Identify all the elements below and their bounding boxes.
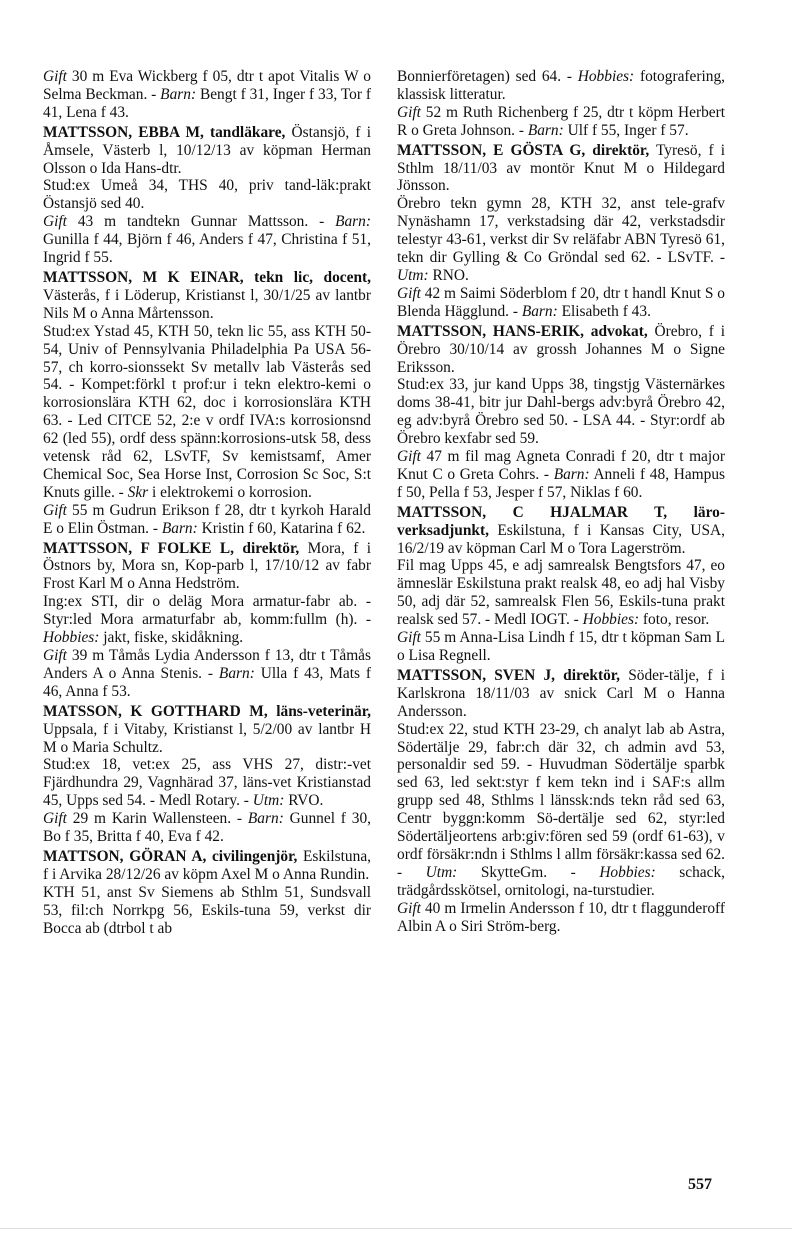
- entry-name-heading: MATTSSON, E GÖSTA G, direktör,: [397, 141, 650, 159]
- bottom-edge: [0, 1228, 792, 1229]
- italic-label: Barn:: [247, 810, 284, 828]
- entry-text: 47 m fil mag Agneta Conradi f 20, dtr t major Knut C o Greta Cohrs. -: [397, 448, 725, 483]
- entry-text: Stud:ex Ystad 45, KTH 50, tekn lic 55, ass KTH 50-54, Univ of Pennsylvania Philadelphia Pa USA 56-57, ch korro-sionssekt Sv metallv lab Västerås sed 54. - Kompet:förkl t prof:ur i tekn elektro-kemi o korrosionslära KTH 62, doc i korrosionslära KTH 63. - Led CITCE 52, 2:e v ordf IVA:s korrosionsnd 62 (led 55), ordf dess spänn:korrosions-utsk 58, dess vetensk råd 62, LSvTF, Sv kemistsamf, Amer Chemical Soc, Sea Horse Inst, Corrosion Sc Soc, S:t Knuts gille. -: [43, 322, 371, 501]
- biography-entry: [43, 848, 371, 938]
- entry-paragraph: [397, 557, 725, 629]
- entry-name-heading: MATSSON, K GOTTHARD M, läns-veterinär,: [43, 702, 371, 720]
- entry-text: Örebro, f i Örebro 30/10/14 av grossh Johannes M o Signe Eriksson.: [397, 322, 725, 376]
- entry-name-heading: MATTSSON, SVEN J, direktör,: [397, 666, 621, 684]
- entry-text: Bengt f 31, Inger f 33, Tor f 41, Lena f 43.: [43, 85, 371, 121]
- entry-text: 40 m Irmelin Andersson f 10, dtr t flaggunderoff Albin A o Siri Ström-berg.: [397, 899, 725, 935]
- entry-name-heading: MATTSSON, EBBA M, tandläkare,: [43, 123, 286, 141]
- biography-entry: [397, 667, 725, 936]
- entry-text: 30 m Eva Wickberg f 05, dtr t apot Vitalis W o Selma Beckman. -: [43, 68, 371, 103]
- italic-label: Gift: [43, 810, 67, 828]
- italic-label: Utm:: [252, 792, 285, 810]
- entry-text: Stud:ex 22, stud KTH 23-29, ch analyt lab ab Astra, Södertälje 29, fabr:ch där 32, ch admin avd 53, personaldir sed 59. - Huvudman Södertälje sparbk sed 63, led sekt:styr f kem tekn ind i SAF:s allm grupp sed 48, Sthlms l länssk:nds tekn råd sed 63, Centr byggn:komm Sö-dertälje sed 62, styr:led Södertäljeortens arb:giv:fören sed 59 (ordf 61-63), v ordf försäkr:ndn i Sthlms l allm försäkr:kassa sed 62. -: [397, 720, 725, 881]
- entry-paragraph: [43, 323, 371, 502]
- entry-name-heading: MATTSSON, C HJALMAR T, läro-verksadjunkt,: [397, 503, 725, 539]
- entry-paragraph: [397, 900, 725, 936]
- entry-first-paragraph: [397, 323, 725, 377]
- entry-first-paragraph: [43, 540, 371, 594]
- entry-paragraph: [43, 647, 371, 701]
- italic-label: Barn:: [218, 664, 255, 682]
- entry-text: Kristin f 60, Katarina f 62.: [197, 519, 366, 537]
- entry-first-paragraph: [43, 848, 371, 884]
- entry-text: Gunilla f 44, Björn f 46, Anders f 47, Christina f 51, Ingrid f 55.: [43, 231, 371, 267]
- entry-paragraph: [397, 195, 725, 285]
- biography-entry: [43, 269, 371, 538]
- italic-label: Barn:: [521, 302, 558, 320]
- entry-text: jakt, fiske, skidåkning.: [99, 629, 244, 647]
- entry-paragraph: [43, 593, 371, 647]
- entry-text: RNO.: [428, 266, 469, 284]
- italic-label: Hobbies:: [582, 611, 640, 629]
- entry-text: Eskilstuna, f i Arvika 28/12/26 av köpm Axel M o Anna Rundin.: [43, 847, 372, 883]
- entry-paragraph: [43, 756, 371, 810]
- entry-first-paragraph: [43, 68, 371, 122]
- entry-text: Elisabeth f 43.: [557, 302, 651, 320]
- entry-paragraph: [43, 810, 371, 846]
- italic-label: Barn:: [527, 121, 564, 139]
- entry-paragraph: [397, 376, 725, 448]
- entry-text: Örebro tekn gymn 28, KTH 32, anst tele-grafv Nynäshamn 17, verkstadsing där 42, verkstadsdir telestyr 43-61, verkst dir Sv reläfabr ABN Tyresö 61, tekn dir Gylling & Co Gröndal sed 62. - LSvTF. -: [397, 195, 725, 267]
- entry-name-heading: MATTSON, GÖRAN A, civilingenjör,: [43, 847, 298, 865]
- italic-label: Gift: [43, 501, 67, 519]
- italic-label: Hobbies:: [43, 629, 100, 647]
- italic-label: Gift: [43, 68, 67, 85]
- entry-text: fotografering, klassisk litteratur.: [397, 68, 725, 103]
- entry-text: Ulf f 55, Inger f 57.: [563, 121, 689, 139]
- italic-label: Hobbies:: [599, 863, 656, 881]
- italic-label: Barn:: [161, 519, 198, 537]
- entry-text: 29 m Karin Wallensteen. -: [66, 810, 248, 828]
- entry-text: Bonnierföretagen) sed 64. -: [397, 68, 578, 85]
- entry-first-paragraph: [43, 124, 371, 178]
- entry-text: RVO.: [284, 792, 324, 810]
- entry-paragraph: [43, 177, 371, 213]
- biography-entry: [43, 124, 371, 267]
- biography-entry: [43, 68, 371, 122]
- entry-text: Fil mag Upps 45, e adj samrealsk Bengtsfors 47, eo ämneslär Eskilstuna prakt realsk 48, eo adj hal Visby 50, adj där 52, samrealsk Flen 56, Eskils-tuna prakt realsk sed 57. - Medl IOGT. -: [397, 557, 725, 629]
- entry-paragraph: [397, 721, 725, 900]
- entry-text: Söder-tälje, f i Karlskrona 18/11/03 av snick Carl M o Hanna Andersson.: [397, 666, 725, 720]
- biography-entry: [397, 323, 725, 502]
- entry-text: 55 m Gudrun Erikson f 28, dtr t kyrkoh Harald E o Elin Östman. -: [43, 501, 371, 537]
- italic-label: Gift: [397, 284, 421, 302]
- entry-text: Gunnel f 30, Bo f 35, Britta f 40, Eva f 42.: [43, 810, 372, 846]
- right-column: [397, 68, 725, 936]
- entry-first-paragraph: [397, 504, 725, 558]
- italic-label: Hobbies:: [577, 68, 635, 85]
- entry-text: 39 m Tåmås Lydia Andersson f 13, dtr t Tåmås Anders A o Anna Stenis. -: [43, 647, 371, 682]
- entry-paragraph: [43, 502, 371, 538]
- entry-text: 43 m tandtekn Gunnar Mattsson. -: [66, 213, 336, 231]
- entry-paragraph: [397, 448, 725, 502]
- entry-first-paragraph: [43, 703, 371, 757]
- entry-paragraph: [397, 104, 725, 140]
- italic-label: Barn:: [553, 465, 590, 483]
- entry-text: Stud:ex 18, vet:ex 25, ass VHS 27, distr:-vet Fjärdhundra 29, Vagnhärad 37, läns-vet Kristianstad 45, Upps sed 54. - Medl Rotary. -: [43, 756, 371, 810]
- italic-label: Barn:: [160, 85, 197, 103]
- biography-entry: [43, 703, 371, 846]
- biography-entry: [397, 142, 725, 321]
- entry-first-paragraph: [397, 68, 725, 104]
- italic-label: Barn:: [335, 213, 371, 231]
- entry-text: Uppsala, f i Vitaby, Kristianst l, 5/2/00 av lantbr H M o Maria Schultz.: [43, 720, 371, 756]
- entry-text: Anneli f 48, Hampus f 50, Pella f 53, Jesper f 57, Niklas f 60.: [397, 465, 726, 501]
- entry-text: schack, trädgårdsskötsel, ornitologi, na-turstudier.: [397, 863, 726, 899]
- entry-first-paragraph: [397, 142, 725, 196]
- entry-text: Tyresö, f i Sthlm 18/11/03 av montör Knut M o Hildegard Jönsson.: [397, 141, 725, 195]
- entry-text: Östansjö, f i Åmsele, Västerb l, 10/12/13 av köpman Herman Olsson o Ida Hans-dtr.: [43, 123, 371, 177]
- entry-text: Eskilstuna, f i Kansas City, USA, 16/2/19 av köpman Carl M o Tora Lagerström.: [397, 521, 725, 557]
- entry-text: 52 m Ruth Richenberg f 25, dtr t köpm Herbert R o Greta Johnson. -: [397, 103, 725, 139]
- entry-first-paragraph: [397, 667, 725, 721]
- italic-label: Utm:: [397, 266, 429, 284]
- entry-paragraph: [397, 629, 725, 665]
- italic-label: Gift: [43, 213, 67, 231]
- page-number: 557: [688, 1176, 712, 1193]
- biography-entry: [397, 504, 725, 665]
- biography-entry: [397, 68, 725, 140]
- entry-text: SkytteGm. -: [457, 863, 600, 881]
- entry-text: 55 m Anna-Lisa Lindh f 15, dtr t köpman Sam L o Lisa Regnell.: [397, 629, 725, 664]
- entry-paragraph: [397, 285, 725, 321]
- entry-text: Stud:ex Umeå 34, THS 40, priv tand-läk:prakt Östansjö sed 40.: [43, 177, 371, 213]
- entry-name-heading: MATTSSON, F FOLKE L, direktör,: [43, 539, 300, 557]
- entry-text: Västerås, f i Löderup, Kristianst l, 30/1/25 av lantbr Nils M o Anna Mårtensson.: [43, 286, 371, 322]
- entry-name-heading: MATTSSON, HANS-ERIK, advokat,: [397, 322, 648, 340]
- entry-first-paragraph: [43, 269, 371, 323]
- entry-text: Mora, f i Östnors by, Mora sn, Kop-parb l, 17/10/12 av fabr Frost Karl M o Anna Hedström.: [43, 539, 371, 593]
- entry-text: Ulla f 43, Mats f 46, Anna f 53.: [43, 664, 371, 700]
- italic-label: Gift: [397, 629, 421, 647]
- entry-text: Stud:ex 33, jur kand Upps 38, tingstjg Västernärkes doms 38-41, bitr jur Dahl-bergs adv:byrå Örebro 42, eg adv:byrå Örebro sed 50. - LSA 44. - Styr:ordf ab Örebro kexfabr sed 59.: [397, 376, 725, 448]
- italic-label: Gift: [397, 899, 421, 917]
- italic-label: Gift: [43, 647, 67, 664]
- entry-name-heading: MATTSSON, M K EINAR, tekn lic, docent,: [43, 268, 371, 286]
- entry-text: foto, resor.: [639, 611, 710, 629]
- entry-text: Ing:ex STI, dir o deläg Mora armatur-fabr ab. - Styr:led Mora armaturfabr ab, komm:fullm (h). -: [43, 593, 371, 629]
- italic-label: Gift: [397, 103, 421, 121]
- entry-paragraph: [43, 884, 371, 938]
- entry-text: KTH 51, anst Sv Siemens ab Sthlm 51, Sundsvall 53, fil:ch Norrkpg 56, Eskils-tuna 59, verkst dir Bocca ab (dtrbol t ab: [43, 883, 371, 937]
- entry-paragraph: [43, 213, 371, 267]
- entry-text: 42 m Saimi Söderblom f 20, dtr t handl Knut S o Blenda Hägglund. -: [397, 284, 725, 320]
- entry-text: i elektrokemi o korrosion.: [148, 483, 312, 501]
- italic-label: Utm:: [425, 863, 458, 881]
- left-column: [43, 68, 371, 938]
- biography-entry: [43, 540, 371, 701]
- italic-label: Gift: [397, 448, 421, 466]
- italic-label: Skr: [127, 483, 149, 501]
